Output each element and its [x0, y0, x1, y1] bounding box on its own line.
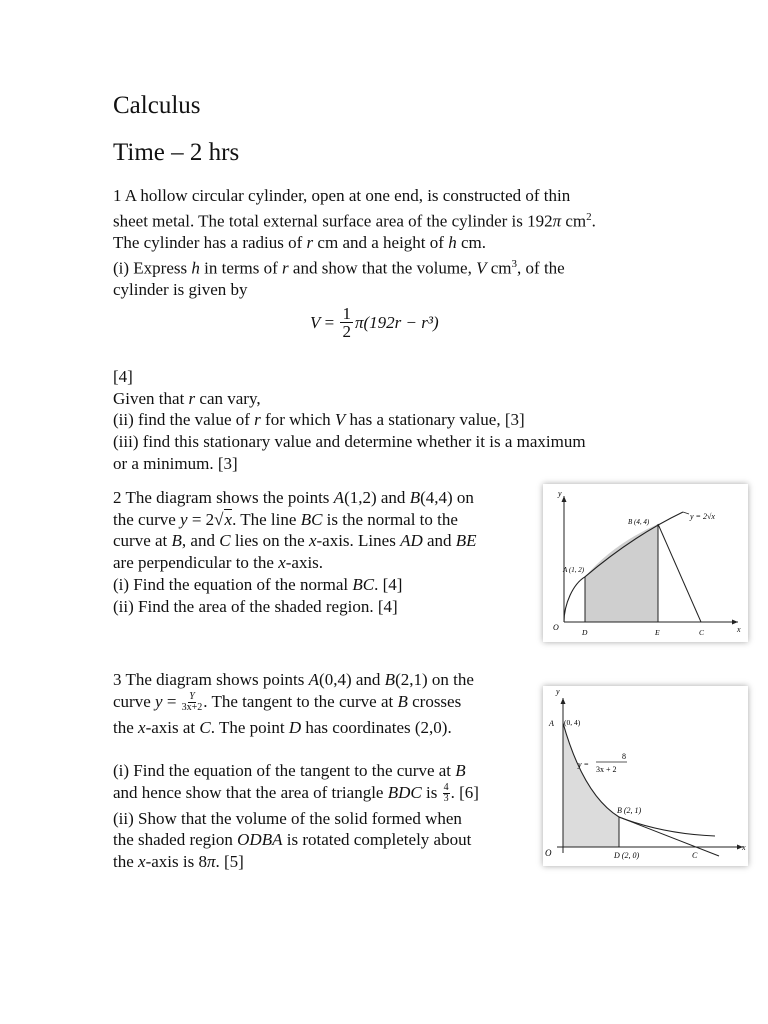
- q3-text: -axis is 8: [145, 852, 207, 872]
- q3-math: ODBA: [237, 830, 283, 850]
- shaded-region: [585, 524, 658, 622]
- q2-text: 2 The diagram shows the points: [113, 488, 334, 507]
- origin-label: O: [545, 848, 552, 858]
- q1-math: r: [188, 388, 196, 408]
- q3-text: has coordinates (2,0).: [301, 717, 452, 737]
- q3-line: [113, 669, 474, 691]
- q1-line: [113, 453, 586, 475]
- q1-line: [113, 388, 586, 410]
- point-c-label: C: [699, 628, 705, 637]
- point-b-label: B (2, 1): [617, 806, 642, 815]
- curve-equation-lhs: y =: [578, 760, 589, 769]
- origin-label: O: [553, 623, 559, 632]
- formula-rhs: π(192r − r³): [354, 312, 439, 332]
- q1-math: V: [476, 258, 487, 278]
- time-heading: Time – 2 hrs: [113, 139, 240, 166]
- q3-text: . The tangent to the curve at: [203, 691, 398, 711]
- q3-fraction-den: 3x+2: [181, 702, 203, 714]
- q2-text: (ii) Find the area of the shaded region. [4]: [113, 596, 398, 616]
- q3-text: is rotated completely about: [282, 830, 472, 850]
- q1-text: (ii) find the value of: [113, 410, 255, 430]
- y-axis-arrow-icon: [562, 496, 567, 502]
- q3-text: (2,1) on the: [395, 670, 474, 689]
- q1-math: π: [552, 211, 562, 231]
- formula-fraction: [340, 305, 353, 340]
- question-1-parts: [113, 366, 586, 475]
- q3-text: the: [113, 852, 139, 872]
- q1-text: cm and a height of: [313, 233, 449, 253]
- q1-text: cylinder is given by: [113, 280, 248, 300]
- q1-text: Given that: [113, 388, 189, 408]
- q2-sqrt: x: [224, 509, 233, 529]
- q3-math: D: [288, 717, 302, 737]
- q1-text: and show that the volume,: [288, 258, 477, 278]
- x-axis-arrow-icon: [732, 620, 738, 625]
- q3-line: [113, 691, 474, 717]
- q3-math: y: [155, 691, 163, 711]
- q3-text: . [5]: [215, 852, 244, 872]
- q3-text: the: [113, 717, 139, 737]
- q1-text: , of the: [517, 258, 565, 278]
- q1-text: for which: [260, 410, 335, 430]
- q3-text: =: [162, 691, 181, 711]
- q3-fraction: [182, 692, 203, 713]
- q1-text: cm: [561, 211, 587, 231]
- q2-text: lies on the: [230, 531, 309, 551]
- page-title: Calculus: [113, 92, 201, 119]
- q3-text: -axis at: [145, 717, 200, 737]
- q1-line: [113, 366, 586, 388]
- q2-text: (1,2) and: [344, 488, 410, 507]
- q2-math: x: [278, 553, 286, 573]
- q2-line: [113, 596, 477, 618]
- q1-text: cm: [486, 258, 512, 278]
- question-3-parts: [113, 760, 479, 873]
- q1-text: (i) Express: [113, 258, 192, 278]
- q3-text: is: [421, 782, 442, 802]
- q3-area-num: 4: [443, 782, 449, 794]
- formula-lhs: V: [310, 312, 321, 332]
- q1-line: [113, 409, 586, 431]
- q2-line: the curve y = 2√x. The line BC is the normal to the: [113, 509, 458, 529]
- q1-text: The cylinder has a radius of: [113, 233, 307, 253]
- q2-line: [113, 552, 477, 574]
- q1-line: [113, 232, 596, 254]
- q3-math: B: [455, 761, 466, 780]
- q3-line: [113, 829, 479, 851]
- y-axis-arrow-icon: [561, 698, 566, 704]
- q1-math: r: [282, 258, 289, 278]
- q1-line: [113, 254, 596, 279]
- q1-line: [113, 279, 596, 301]
- curve-equation-numerator: 8: [622, 752, 626, 761]
- q1-math: r: [254, 410, 261, 430]
- curve-equation-label: y = 2√x: [690, 512, 715, 521]
- q3-line: [113, 782, 479, 808]
- q2-text: (i) Find the equation of the normal: [113, 574, 353, 594]
- q1-math: h: [191, 258, 200, 278]
- normal-bc: [658, 524, 701, 622]
- q2-line: [113, 530, 477, 552]
- y-axis-label: y: [558, 489, 562, 498]
- formula-equals: =: [320, 312, 339, 332]
- q2-line: [113, 574, 477, 596]
- formula-numerator: 1: [342, 304, 351, 323]
- q2-math: y: [180, 509, 188, 529]
- formula-denominator: 2: [342, 322, 351, 341]
- q3-math: BDC: [387, 782, 422, 802]
- q3-math: x: [138, 852, 146, 872]
- q2-text: curve at: [113, 531, 172, 551]
- q2-text: are perpendicular to the: [113, 553, 279, 573]
- q3-text: and hence show that the area of triangle: [113, 782, 388, 802]
- q2-line: [113, 487, 477, 509]
- q3-math: A: [308, 670, 320, 689]
- q3-line: [113, 760, 479, 782]
- q1-text: cm.: [456, 233, 486, 253]
- question-2: [113, 487, 477, 617]
- q3-area-fraction: [443, 783, 450, 804]
- point-c-label: C: [692, 851, 698, 860]
- point-d-label: D: [582, 628, 588, 637]
- shaded-region: [563, 723, 619, 847]
- q3-diagram-svg: [543, 686, 748, 866]
- q3-text: . [6]: [450, 782, 479, 802]
- q1-sup: 2: [586, 210, 592, 223]
- q3-math: x: [138, 717, 146, 737]
- q3-line: [113, 717, 474, 739]
- q2-text: is the normal to the: [322, 509, 458, 529]
- q1-math: h: [448, 233, 457, 253]
- q3-area-den: 3: [443, 793, 449, 805]
- q2-text: , and: [181, 531, 220, 551]
- x-axis-label: x: [737, 625, 741, 634]
- q1-text: in terms of: [199, 258, 283, 278]
- q1-line: [113, 185, 596, 207]
- q3-text: 3 The diagram shows points: [113, 670, 309, 689]
- q2-text: the curve: [113, 509, 181, 529]
- q3-text: (i) Find the equation of the tangent to the curve at: [113, 761, 456, 780]
- volume-formula: [310, 305, 439, 340]
- q3-diagram: [543, 686, 748, 866]
- q1-line: [113, 207, 596, 232]
- q2-math: AD: [400, 531, 423, 551]
- q3-text: (0,4) and: [319, 670, 385, 689]
- q3-math: C: [199, 717, 211, 737]
- q1-text: (iii) find this stationary value and determine whether it is a maximum: [113, 432, 586, 452]
- curve-equation-denominator: 3x + 2: [596, 765, 617, 774]
- q3-math: B: [384, 670, 396, 689]
- point-b-label: B (4, 4): [628, 518, 650, 526]
- q2-diagram-svg: [543, 484, 748, 642]
- curve-label-leader: [683, 512, 689, 514]
- y-axis-label: y: [556, 687, 560, 696]
- q2-text: (4,4) on: [420, 488, 474, 507]
- q3-math: B: [397, 691, 408, 711]
- q2-math: BC: [352, 574, 375, 594]
- q3-text: the shaded region: [113, 830, 238, 850]
- q2-text: -axis.: [285, 553, 324, 573]
- question-3: [113, 669, 474, 738]
- q3-math: π: [206, 852, 216, 872]
- q2-math: B: [409, 488, 421, 507]
- q1-text: or a minimum. [3]: [113, 453, 238, 473]
- q2-text: = 2: [187, 509, 215, 529]
- point-d-label: D (2, 0): [614, 851, 640, 860]
- point-a-coordinates: (0, 4): [564, 718, 581, 727]
- q1-text: can vary,: [195, 388, 261, 408]
- q2-diagram: [543, 484, 748, 642]
- point-a-label: A: [549, 719, 554, 728]
- q3-text: . The point: [210, 717, 289, 737]
- q1-math: V: [334, 410, 346, 430]
- q2-math: x: [308, 531, 317, 551]
- question-1: [113, 185, 596, 301]
- point-a-label: A (1, 2): [563, 566, 585, 574]
- q2-math: BE: [455, 531, 477, 551]
- q1-mark: [4]: [113, 367, 133, 386]
- q3-text: (ii) Show that the volume of the solid formed when: [113, 808, 462, 828]
- q2-text: and: [422, 531, 456, 551]
- q3-line: [113, 851, 479, 873]
- q3-text: curve: [113, 691, 156, 711]
- q2-text: . [4]: [374, 574, 403, 594]
- point-e-label: E: [655, 628, 660, 637]
- x-axis-label: x: [742, 843, 746, 852]
- q1-math: r: [306, 233, 314, 253]
- q2-text: . The line: [232, 509, 301, 529]
- q1-sup: 3: [511, 257, 518, 270]
- q1-text: sheet metal. The total external surface area of the cylinder is 192: [113, 211, 553, 231]
- q1-text: 1 A hollow circular cylinder, open at one end, is constructed of thin: [113, 186, 571, 205]
- q1-text: .: [591, 211, 596, 231]
- q3-fraction-num: Y: [189, 691, 195, 703]
- q2-math: B: [171, 531, 182, 551]
- q3-line: [113, 808, 479, 830]
- q1-line: [113, 431, 586, 453]
- q2-math: BC: [300, 509, 323, 529]
- q3-text: crosses: [407, 691, 462, 711]
- q2-math: C: [219, 531, 231, 551]
- q2-math: A: [333, 488, 345, 507]
- q2-text: -axis. Lines: [316, 531, 401, 551]
- q1-text: has a stationary value, [3]: [345, 410, 525, 430]
